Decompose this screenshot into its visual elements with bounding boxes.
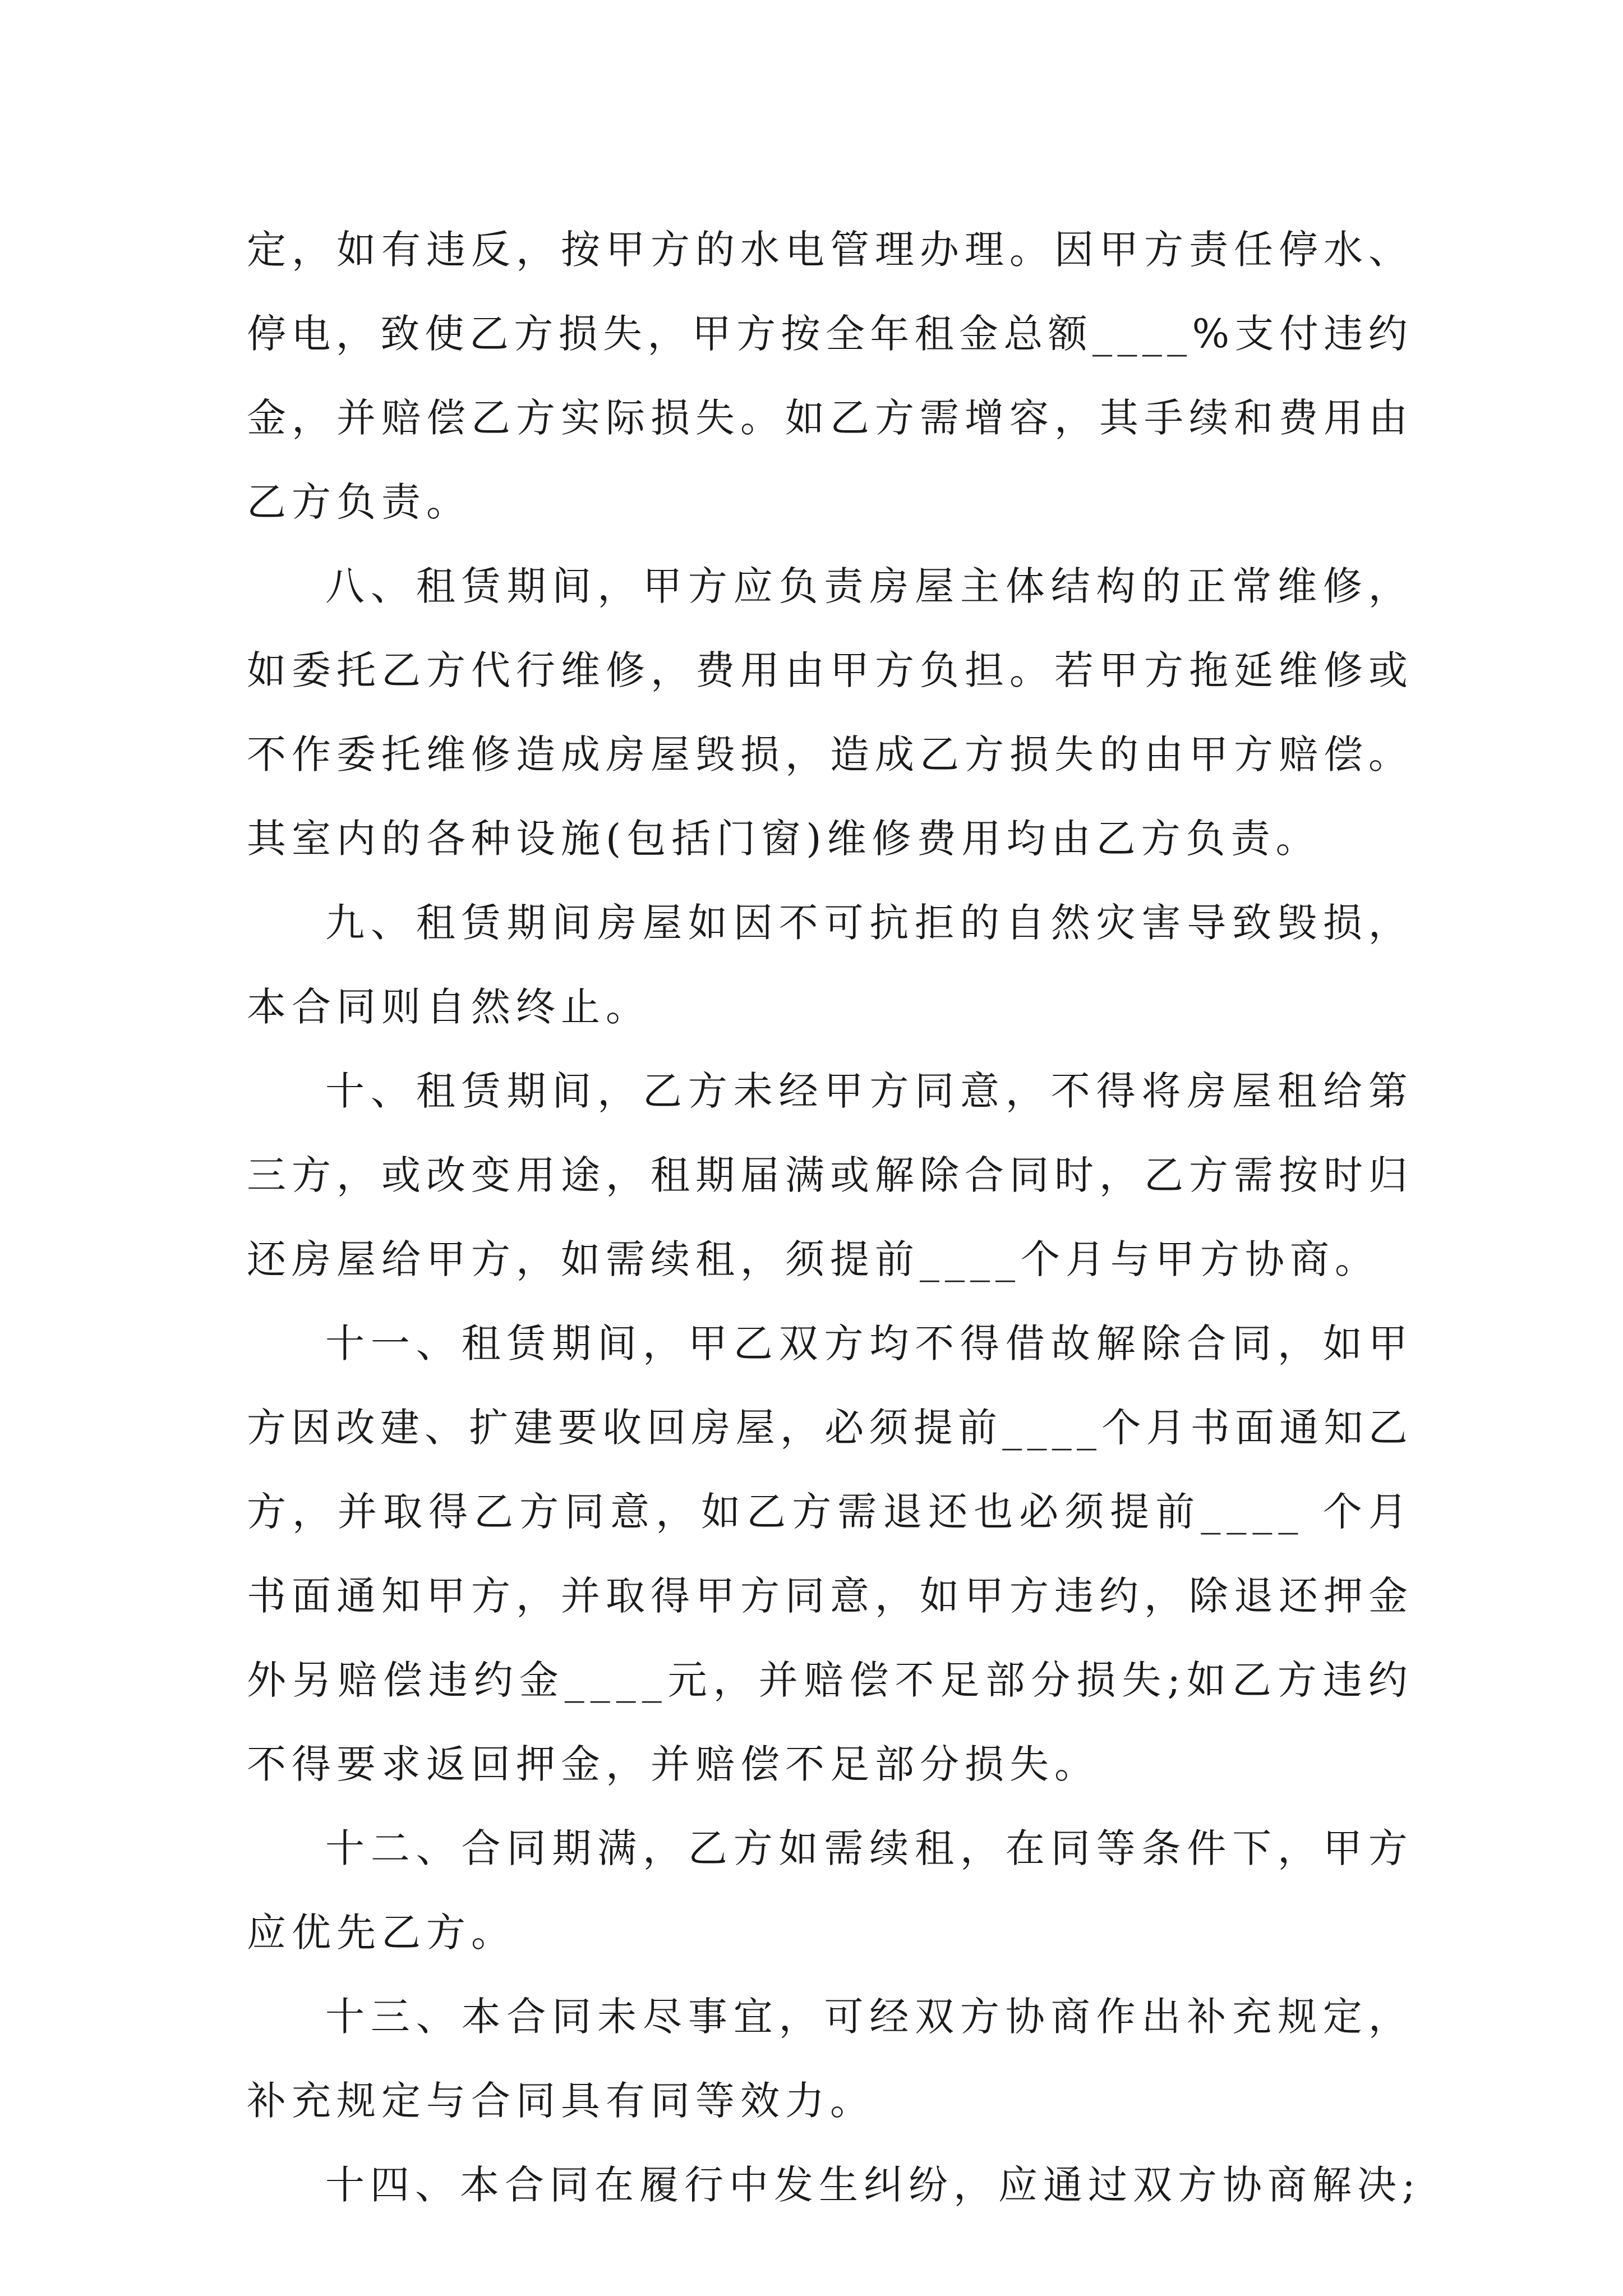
text-line: 定 ， 如 有 违 反 ， 按 甲 方 的 水 电 管 理 办 理 。 因 甲 方 责 任 停 水 、 <box>247 227 1408 273</box>
text-line: 停 电 ， 致 使 乙 方 损 失 ， 甲 方 按 全 年 租 金 总 额 _ _ _ _ % 支 付 违 约 <box>247 311 1408 357</box>
text-line: 十 一 、 租 赁 期 间 ， 甲 乙 双 方 均 不 得 借 故 解 除 合 同 ， 如 甲 <box>325 1320 1408 1366</box>
text-line: 补充规定与合同具有同等效力。 <box>247 2078 875 2124</box>
text-line: 不得要求返回押金，并赔偿不足部分损失。 <box>247 1741 1099 1787</box>
text-line: 应优先乙方。 <box>247 1910 516 1955</box>
text-line: 乙方负责。 <box>247 479 471 525</box>
text-line: 其室内的各种设施(包括门窗)维修费用均由乙方负责。 <box>247 816 1321 862</box>
text-line: 十 二 、 合 同 期 满 ， 乙 方 如 需 续 租 ， 在 同 等 条 件 下 ， 甲 方 <box>325 1825 1408 1871</box>
text-line: 三 方 ， 或 改 变 用 途 ， 租 期 届 满 或 解 除 合 同 时 ， 乙 方 需 按 时 归 <box>247 1152 1408 1198</box>
text-line: 十 三 、 本 合 同 未 尽 事 宜 ， 可 经 双 方 协 商 作 出 补 充 规 定 ， <box>325 1994 1408 2040</box>
text-line: 如 委 托 乙 方 代 行 维 修 ， 费 用 由 甲 方 负 担 。 若 甲 方 拖 延 维 修 或 <box>247 647 1408 693</box>
text-line: 不 作 委 托 维 修 造 成 房 屋 毁 损 ， 造 成 乙 方 损 失 的 由 甲 方 赔 偿 。 <box>247 731 1408 777</box>
text-line: 还房屋给甲方，如需续租，须提前____个月与甲方协商。 <box>247 1236 1380 1282</box>
text-line: 十 、 租 赁 期 间 ， 乙 方 未 经 甲 方 同 意 ， 不 得 将 房 屋 租 给 第 <box>325 1068 1408 1114</box>
text-line: 方 因 改 建 、 扩 建 要 收 回 房 屋 ， 必 须 提 前 _ _ _ _ 个 月 书 面 通 知 乙 <box>247 1405 1408 1451</box>
text-line: 金 ， 并 赔 偿 乙 方 实 际 损 失 。 如 乙 方 需 增 容 ， 其 手 续 和 费 用 由 <box>247 395 1408 441</box>
text-line: 十四、本合同在履行中发生纠纷，应通过双方协商解决; <box>325 2162 1421 2208</box>
text-line: 本合同则自然终止。 <box>247 984 651 1030</box>
text-line: 方 ， 并 取 得 乙 方 同 意 ， 如 乙 方 需 退 还 也 必 须 提 前 _ _ _ _ 个 月 <box>247 1489 1408 1535</box>
text-line: 书 面 通 知 甲 方 ， 并 取 得 甲 方 同 意 ， 如 甲 方 违 约 ， 除 退 还 押 金 <box>247 1573 1408 1619</box>
contract-body-text <box>247 208 1421 2227</box>
text-line: 外 另 赔 偿 违 约 金 _ _ _ _ 元 ， 并 赔 偿 不 足 部 分 损 失 ; 如 乙 方 违 约 <box>247 1657 1408 1703</box>
text-line: 八 、 租 赁 期 间 ， 甲 方 应 负 责 房 屋 主 体 结 构 的 正 常 维 修 ， <box>325 563 1408 609</box>
text-line: 九 、 租 赁 期 间 房 屋 如 因 不 可 抗 拒 的 自 然 灾 害 导 致 毁 损 ， <box>325 900 1408 946</box>
